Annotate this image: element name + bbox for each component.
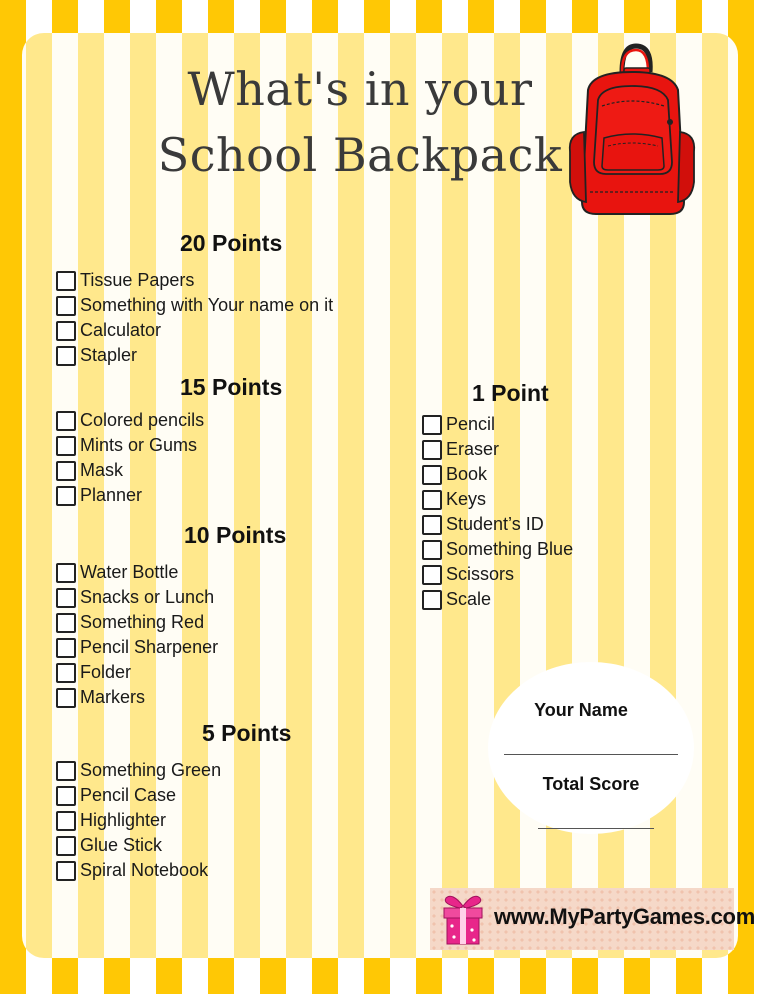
your-name-label: Your Name xyxy=(534,700,628,720)
checkbox-icon[interactable] xyxy=(56,411,76,431)
list-item[interactable] xyxy=(56,858,221,883)
item-label: Stapler xyxy=(80,345,138,365)
list-item[interactable] xyxy=(56,808,221,833)
list-item[interactable] xyxy=(56,560,218,585)
name-line[interactable] xyxy=(504,754,678,755)
title-line-1: What's in your xyxy=(187,62,533,116)
item-list xyxy=(56,758,221,883)
checkbox-icon[interactable] xyxy=(56,638,76,658)
list-item[interactable] xyxy=(422,562,573,587)
checkbox-icon[interactable] xyxy=(422,440,442,460)
item-label: Something with Your name on it xyxy=(80,295,334,315)
list-item[interactable] xyxy=(422,462,573,487)
item-list xyxy=(422,412,573,612)
item-list xyxy=(56,408,204,508)
total-score-label: Total Score xyxy=(542,774,640,794)
item-label: Spiral Notebook xyxy=(80,860,209,880)
list-item[interactable] xyxy=(56,458,204,483)
item-label: Markers xyxy=(80,687,146,707)
list-item[interactable] xyxy=(56,433,204,458)
list-item[interactable] xyxy=(56,660,218,685)
checkbox-icon[interactable] xyxy=(56,346,76,366)
list-item[interactable] xyxy=(56,635,218,660)
list-item[interactable] xyxy=(422,437,573,462)
page-title xyxy=(150,56,570,188)
checkbox-icon[interactable] xyxy=(56,486,76,506)
checkbox-icon[interactable] xyxy=(56,786,76,806)
list-item[interactable] xyxy=(422,512,573,537)
item-label: Something Blue xyxy=(446,539,574,559)
checkbox-icon[interactable] xyxy=(56,663,76,683)
list-item[interactable] xyxy=(422,537,573,562)
checkbox-icon[interactable] xyxy=(56,761,76,781)
item-label: Book xyxy=(446,464,488,484)
item-label: Pencil Sharpener xyxy=(80,637,219,657)
item-list xyxy=(56,560,218,710)
list-item[interactable] xyxy=(422,487,573,512)
section-heading: 10 Points xyxy=(184,522,287,548)
item-label: Eraser xyxy=(446,439,500,459)
checkbox-icon[interactable] xyxy=(56,811,76,831)
item-label: Student’s ID xyxy=(446,514,544,534)
list-item[interactable] xyxy=(56,293,333,318)
item-label: Scissors xyxy=(446,564,515,584)
score-card xyxy=(488,662,694,834)
checkbox-icon[interactable] xyxy=(56,836,76,856)
checkbox-icon[interactable] xyxy=(422,415,442,435)
item-label: Planner xyxy=(80,485,143,505)
checkbox-icon[interactable] xyxy=(56,563,76,583)
gift-icon xyxy=(438,890,488,948)
item-label: Something Red xyxy=(80,612,205,632)
checkbox-icon[interactable] xyxy=(422,565,442,585)
checkbox-icon[interactable] xyxy=(422,540,442,560)
item-label: Pencil xyxy=(446,414,496,434)
item-label: Mints or Gums xyxy=(80,435,198,455)
list-item[interactable] xyxy=(56,833,221,858)
footer-banner xyxy=(430,888,755,950)
item-list xyxy=(56,268,333,368)
checkbox-icon[interactable] xyxy=(422,490,442,510)
checkbox-icon[interactable] xyxy=(56,436,76,456)
list-item[interactable] xyxy=(56,783,221,808)
section-heading: 20 Points xyxy=(180,230,283,256)
list-item[interactable] xyxy=(56,408,204,433)
section-heading: 1 Point xyxy=(472,380,549,406)
checkbox-icon[interactable] xyxy=(422,515,442,535)
item-label: Tissue Papers xyxy=(80,270,195,290)
item-label: Something Green xyxy=(80,760,222,780)
list-item[interactable] xyxy=(56,483,204,508)
list-item[interactable] xyxy=(422,412,573,437)
checkbox-icon[interactable] xyxy=(56,613,76,633)
checkbox-icon[interactable] xyxy=(56,688,76,708)
website-link[interactable]: www.MyPartyGames.com xyxy=(494,904,755,929)
score-line[interactable] xyxy=(538,828,654,829)
item-label: Water Bottle xyxy=(80,562,179,582)
item-label: Keys xyxy=(446,489,487,509)
list-item[interactable] xyxy=(56,685,218,710)
backpack-icon xyxy=(562,42,702,222)
item-label: Pencil Case xyxy=(80,785,177,805)
list-item[interactable] xyxy=(56,758,221,783)
list-item[interactable] xyxy=(56,610,218,635)
title-line-2: School Backpack xyxy=(157,128,563,182)
checkbox-icon[interactable] xyxy=(422,465,442,485)
checkbox-icon[interactable] xyxy=(56,296,76,316)
list-item[interactable] xyxy=(56,585,218,610)
list-item[interactable] xyxy=(422,587,573,612)
list-item[interactable] xyxy=(56,318,333,343)
item-label: Mask xyxy=(80,460,124,480)
item-label: Calculator xyxy=(80,320,162,340)
checkbox-icon[interactable] xyxy=(56,461,76,481)
item-label: Glue Stick xyxy=(80,835,163,855)
checkbox-icon[interactable] xyxy=(56,321,76,341)
checkbox-icon[interactable] xyxy=(56,588,76,608)
item-label: Snacks or Lunch xyxy=(80,587,215,607)
list-item[interactable] xyxy=(56,268,333,293)
item-label: Scale xyxy=(446,589,492,609)
section-heading: 15 Points xyxy=(180,374,283,400)
checkbox-icon[interactable] xyxy=(56,271,76,291)
list-item[interactable] xyxy=(56,343,333,368)
checkbox-icon[interactable] xyxy=(56,861,76,881)
item-label: Folder xyxy=(80,662,132,682)
checkbox-icon[interactable] xyxy=(422,590,442,610)
item-label: Colored pencils xyxy=(80,410,205,430)
item-label: Highlighter xyxy=(80,810,167,830)
section-heading: 5 Points xyxy=(202,720,292,746)
